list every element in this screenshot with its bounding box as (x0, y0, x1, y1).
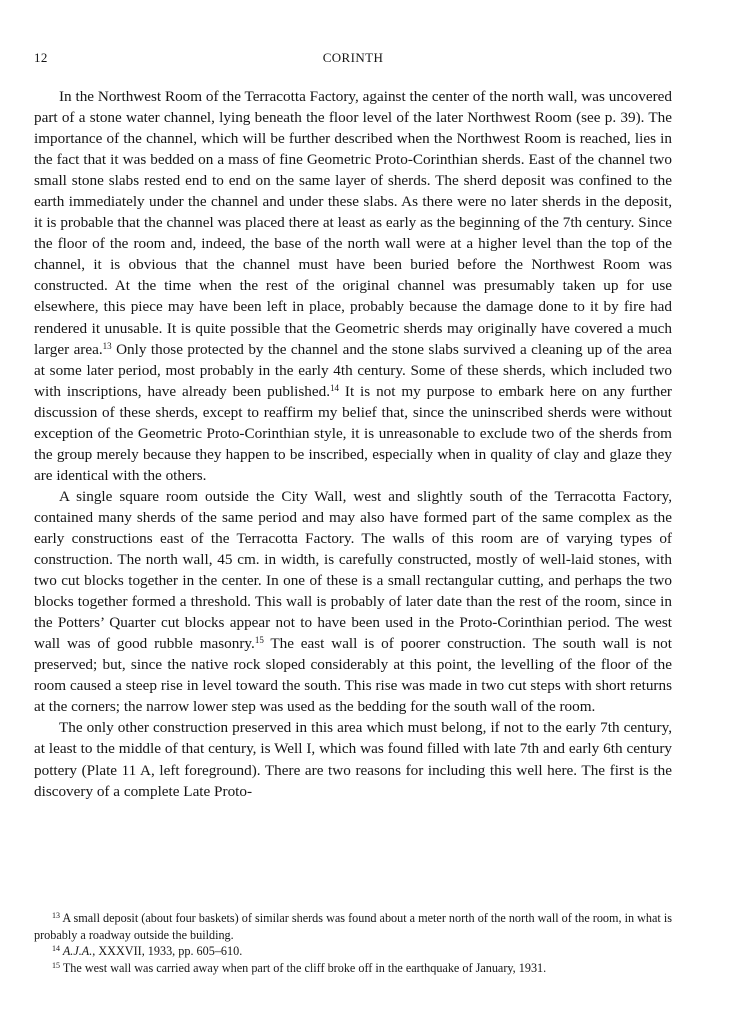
footnote-number: 13 (52, 911, 60, 920)
running-head: CORINTH (322, 50, 384, 65)
footnotes (34, 910, 672, 976)
paragraph-3-text: The only other construction preserved in this area which must belong, if not to the early 7th century, at least to the middle of that century, is Well I, which was found filled with late 7th and early 6th century pottery (Plate 11 A, left foreground). There are two reasons for including this well here. The first is the discovery of a complete Late Proto- (34, 719, 672, 800)
paragraph-1-text: In the Northwest Room of the Terracotta Factory, against the center of the north wall, was uncovered part of a stone water channel, lying beneath the floor level of the later Northwest Room (see p. 39). The importance of the channel, which will be further described when the Northwest Room is reached, lies in the fact that it was bedded on a mass of fine Geometric Proto-Corinthian sherds. East of the channel two small stone slabs rested end to end on the same layer of sherds. The sherd deposit was confined to the earth immediately under the channel and under these slabs. As there were no later sherds in the deposit, it is probable that the channel was placed there at least as early as the beginning of the 7th century. Since the floor of the room and, indeed, the base of the north wall were at a higher level than the top of the channel, it is obvious that the channel must have been buried before the Northwest Room was constructed. At the time when the rest of the original channel was presumably taken up for use elsewhere, this piece may have been left in place, probably because the damage done to it by fire had rendered it unusable. It is quite possible that the Geometric sherds may originally have covered a much larger area. (34, 88, 672, 358)
paragraph-1 (34, 86, 672, 486)
footnote-14 (34, 943, 672, 960)
paragraph-2-text-continued: The east wall is of poorer construction. The south wall is not preserved; but, since the native rock sloped considerably at this point, the levelling of the floor of the room caused a steep rise in level toward the south. This rise was made in two cut steps with short returns at the corners; the narrow lower step was used as the bedding for the south wall of the room. (34, 635, 672, 716)
footnote-journal-title: A.J.A. (60, 944, 93, 959)
body-text (34, 86, 672, 802)
paragraph-1-text-continued: Only those protected by the channel and the stone slabs survived a cleaning up of the area at some later period, most probably in the early 4th century. Some of these sherds, which included two with inscriptions, have already been published. (34, 340, 672, 400)
footnote-15 (34, 960, 672, 977)
paragraph-2 (34, 486, 672, 718)
footnote-ref-14: 14 (330, 382, 339, 393)
book-page (34, 0, 672, 1024)
footnote-ref-13: 13 (102, 340, 112, 351)
paragraph-3 (34, 717, 672, 801)
footnote-text: A small deposit (about four baskets) of similar sherds was found about a meter north of the north wall of the room, in what is probably a roadway outside the building. (34, 911, 672, 942)
paragraph-1-text-end: It is not my purpose to embark here on any further discussion of these sherds, except to reaffirm my belief that, since the uninscribed sherds were without exception of the Geometric Proto-Corinthian style, it is unreasonable to exclude two of the sherds from the group merely because they happen to be inscribed, especially when in quality of clay and glaze they are identical with the others. (34, 382, 672, 484)
footnote-ref-15: 15 (254, 635, 264, 646)
page-header (34, 50, 672, 70)
footnote-number: 14 (52, 944, 60, 954)
footnote-text: The west wall was carried away when part of the cliff broke off in the earthquake of January, 1931. (60, 960, 547, 975)
footnote-13 (34, 910, 672, 943)
paragraph-2-text: A single square room outside the City Wall, west and slightly south of the Terracotta Factory, contained many sherds of the same period and may also have formed part of the same complex as the early constructions east of the Terracotta Factory. The walls of this room are of varying types of construction. The north wall, 45 cm. in width, is carefully constructed, mostly of well-laid stones, with two cut blocks together in the center. In one of these is a small rectangular cutting, and perhaps the two blocks together formed a threshold. This wall is probably of later date than the rest of the room, since in the Potters’ Quarter cut blocks appear not to have been used in the Proto-Corinthian period. The west wall was of good rubble masonry. (34, 487, 672, 653)
footnote-text: , XXXVII, 1933, pp. 605–610. (92, 944, 243, 959)
page-number: 12 (34, 50, 48, 65)
footnote-number: 15 (52, 960, 60, 970)
